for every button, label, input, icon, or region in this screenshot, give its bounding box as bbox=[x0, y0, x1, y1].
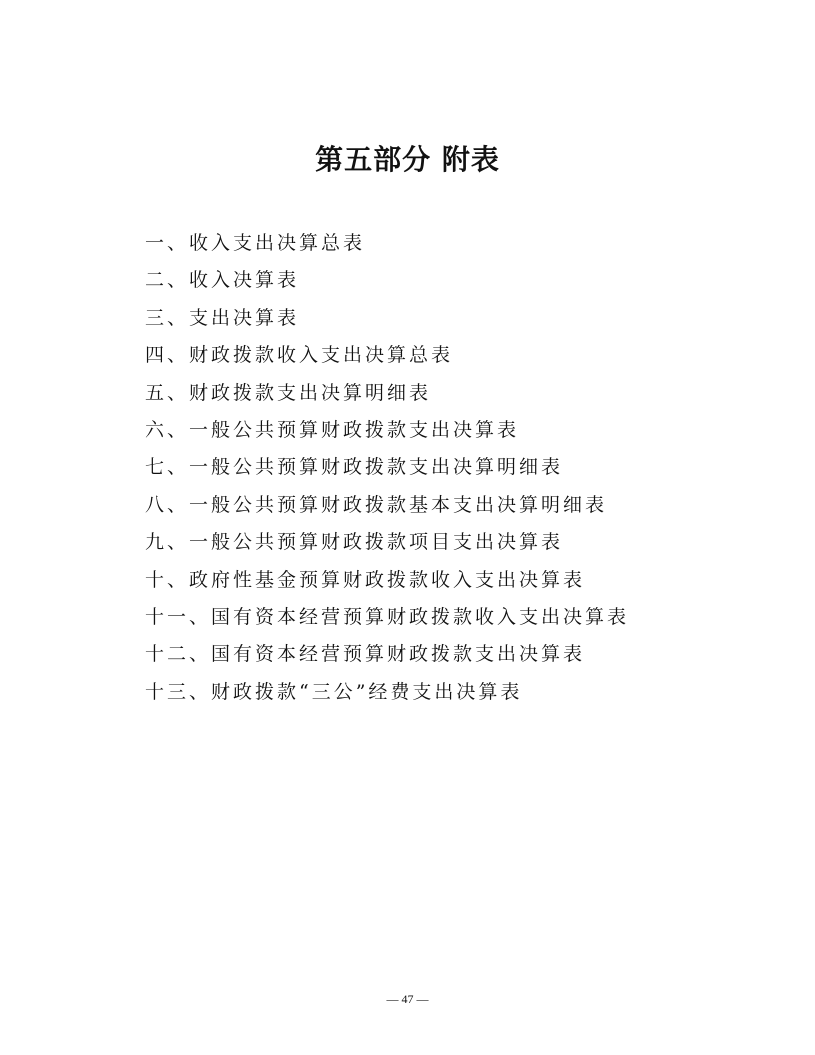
list-item: 十二、国有资本经营预算财政拨款支出决算表 bbox=[145, 643, 586, 666]
list-item: 八、一般公共预算财政拨款基本支出决算明细表 bbox=[145, 493, 608, 516]
list-item: 一、收入支出决算总表 bbox=[145, 232, 366, 254]
list-item: 七、一般公共预算财政拨款支出决算明细表 bbox=[145, 456, 564, 479]
list-item: 二、收入决算表 bbox=[145, 269, 300, 292]
list-item: 五、财政拨款支出决算明细表 bbox=[145, 381, 432, 404]
list-item: 六、一般公共预算财政拨款支出决算表 bbox=[145, 418, 520, 441]
list-item: 十三、财政拨款“三公”经费支出决算表 bbox=[145, 680, 523, 703]
list-item: 三、支出决算表 bbox=[145, 306, 300, 329]
page-number: — 47 — bbox=[386, 992, 429, 1006]
list-item: 九、一般公共预算财政拨款项目支出决算表 bbox=[145, 531, 564, 554]
list-item: 十一、国有资本经营预算财政拨款收入支出决算表 bbox=[145, 605, 630, 628]
page-title: 第五部分 附表 bbox=[315, 143, 500, 176]
list-item: 四、财政拨款收入支出决算总表 bbox=[145, 344, 454, 367]
list-item: 十、政府性基金预算财政拨款收入支出决算表 bbox=[145, 568, 586, 591]
appendix-table-list bbox=[145, 228, 745, 714]
